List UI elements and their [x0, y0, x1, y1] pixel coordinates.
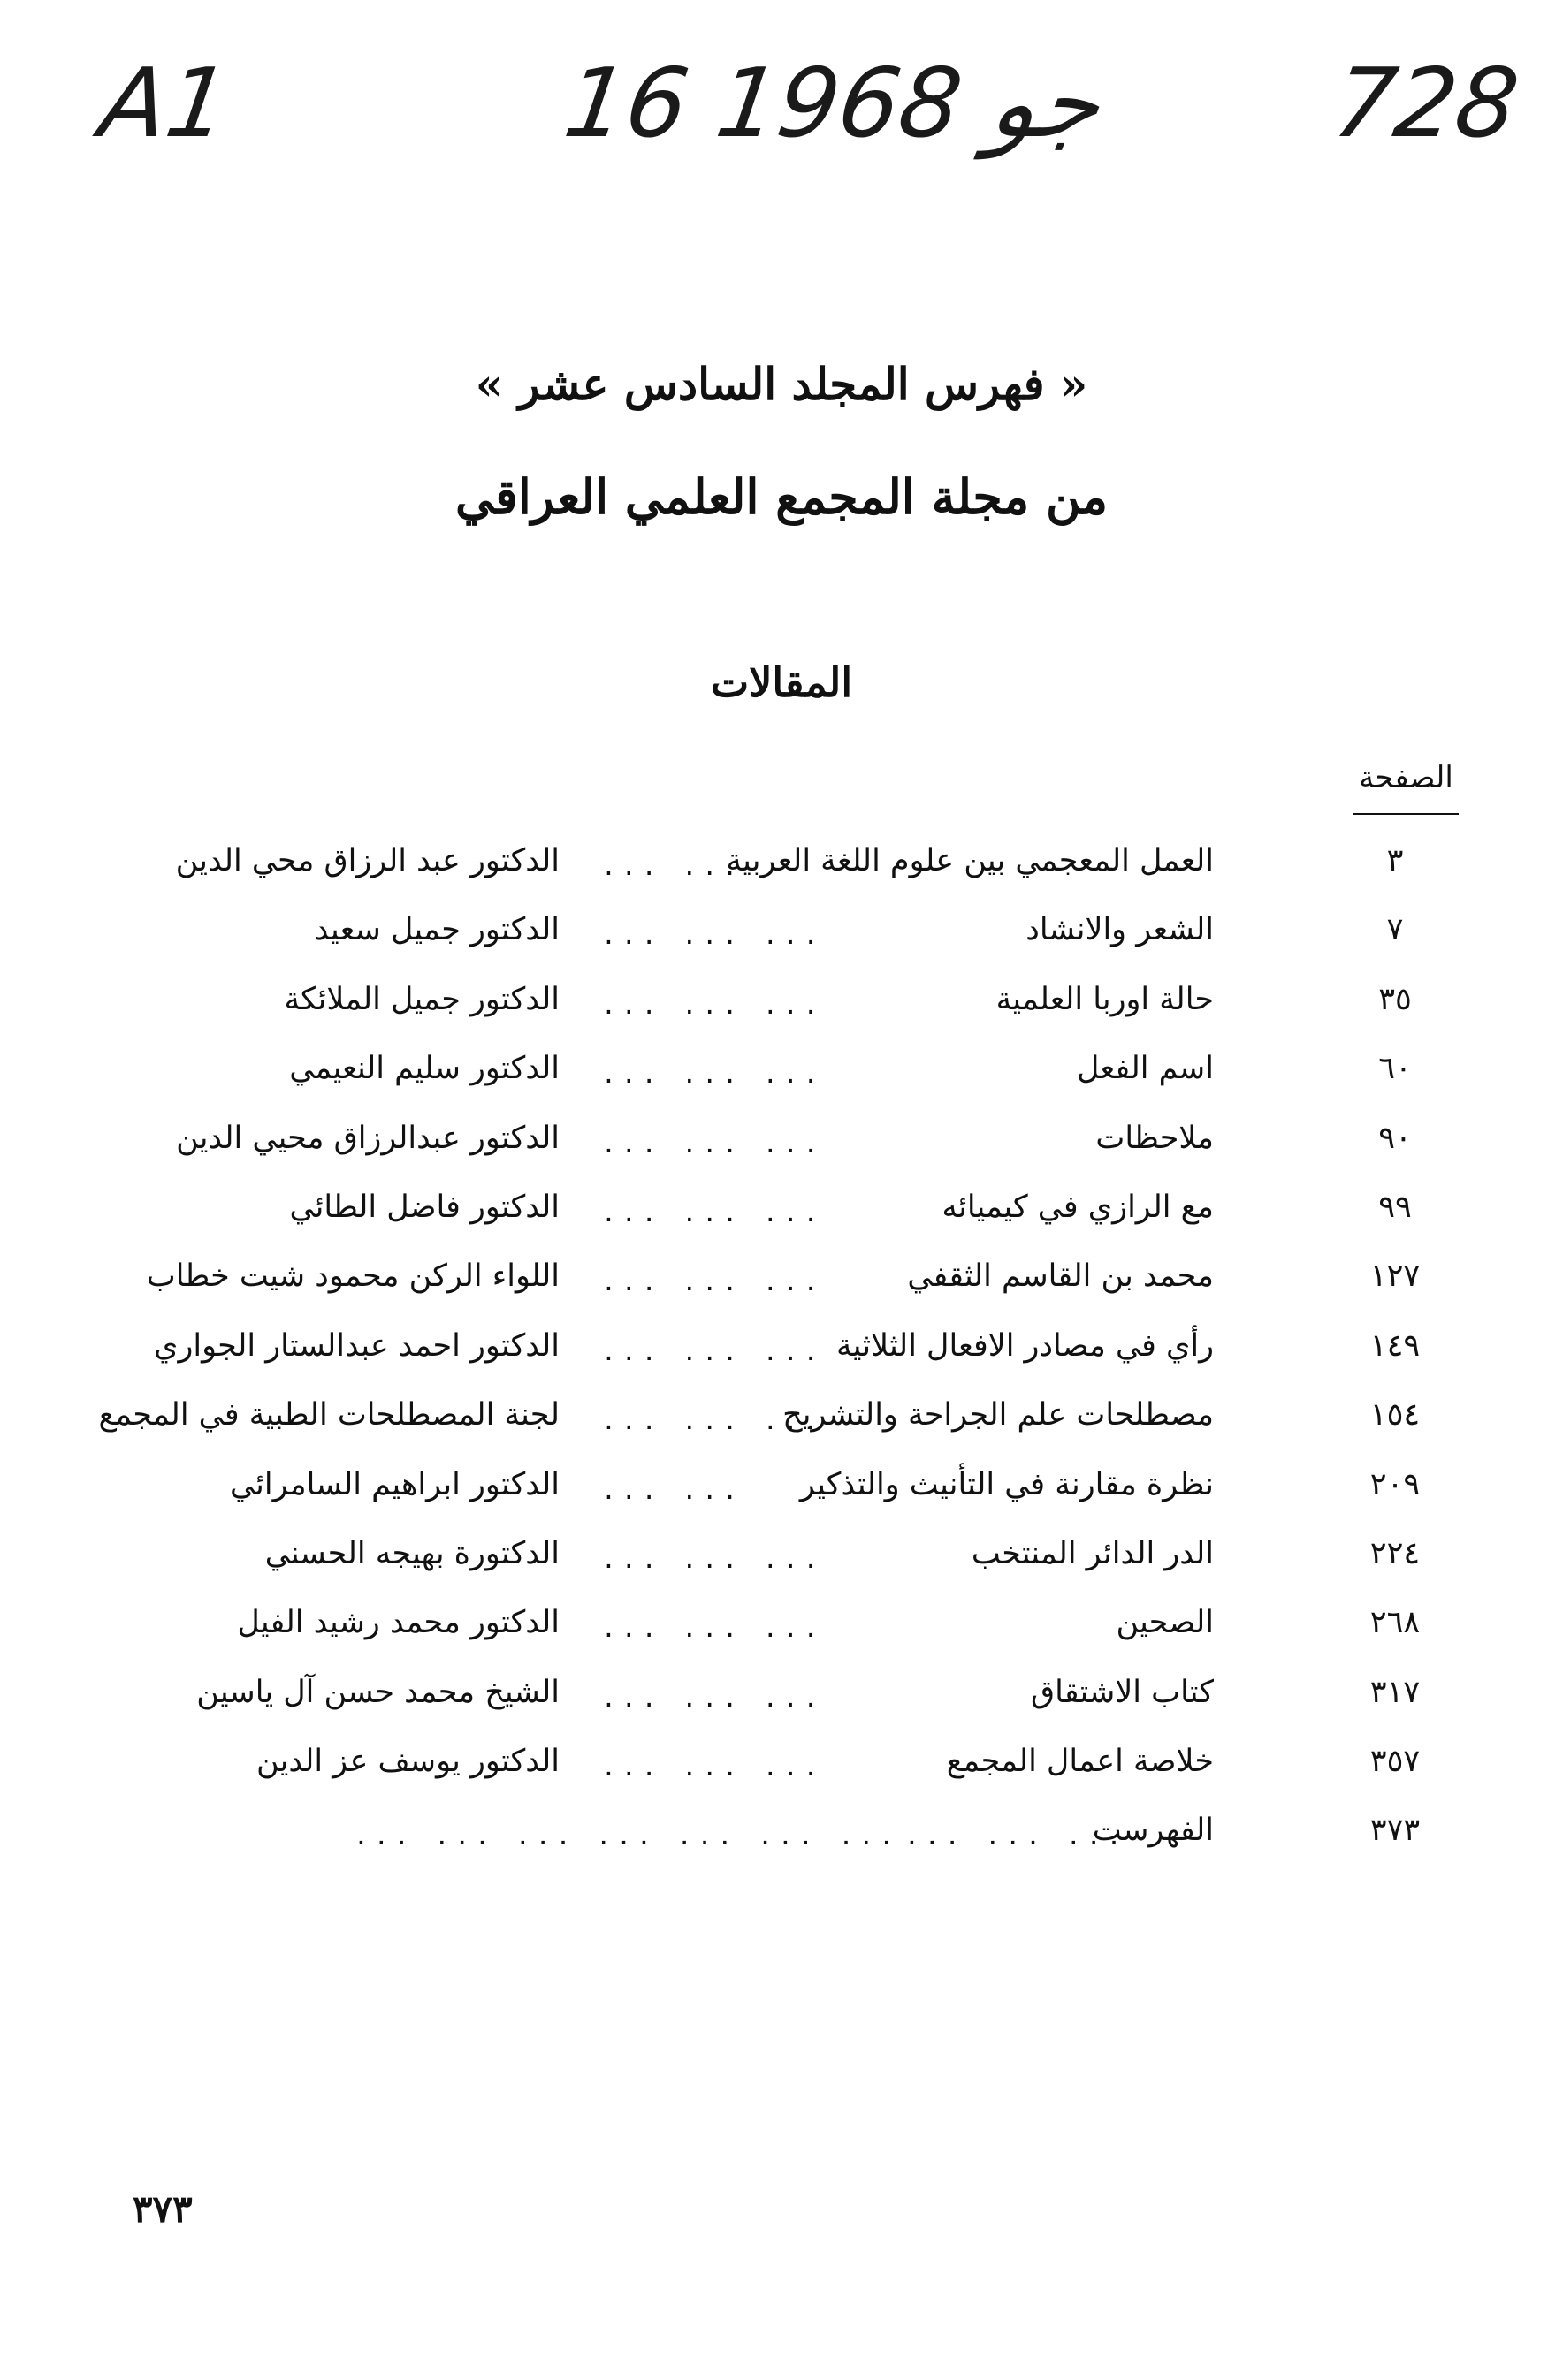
- toc-page-number: ٣٥٧: [1369, 1744, 1421, 1780]
- toc-page-number: ٣٥: [1378, 981, 1412, 1017]
- toc-article-title: الفهرست: [1092, 1813, 1214, 1849]
- toc-dot-leader: ... ... ...: [904, 1821, 1127, 1852]
- toc-dot-leader: ... ... ...: [601, 1129, 824, 1159]
- toc-author: الدكتور جميل الملائكة: [284, 981, 560, 1017]
- toc-row: [0, 1255, 1563, 1324]
- page-number: ٣٧٣: [133, 2187, 193, 2231]
- toc-dot-leader: ... ... ...: [601, 990, 824, 1020]
- handwritten-number: 728: [1327, 49, 1525, 159]
- toc-row: [0, 909, 1563, 977]
- toc-page-number: ٧: [1386, 912, 1404, 948]
- toc-article-title: كتاب الاشتقاق: [1030, 1674, 1214, 1710]
- toc-article-title: الصحين: [1116, 1605, 1214, 1641]
- toc-author: الدكتور عبدالرزاق محيي الدين: [176, 1120, 560, 1156]
- toc-dot-leader: ... ...: [601, 852, 743, 881]
- toc-dot-leader: ... ... ...: [601, 1060, 824, 1090]
- toc-row: [0, 1740, 1563, 1809]
- toc-dot-leader: ... ... ...: [601, 1683, 824, 1713]
- toc-page-number: ٦٠: [1378, 1051, 1412, 1087]
- toc-dot-leader: ... ... ...: [601, 1406, 824, 1436]
- toc-row: [0, 1464, 1563, 1532]
- toc-row: [0, 1117, 1563, 1186]
- toc-author: الدكتور يوسف عز الدين: [255, 1744, 560, 1780]
- toc-row: [0, 1671, 1563, 1740]
- toc-author: الدكتور احمد عبدالستار الجواري: [154, 1327, 560, 1364]
- toc-article-title: اسم الفعل: [1077, 1051, 1214, 1087]
- toc-page-number: ١٤٩: [1369, 1327, 1421, 1364]
- section-heading: المقالات: [710, 658, 853, 706]
- toc-page-number: ٣١٧: [1369, 1674, 1421, 1710]
- header-underline: [1353, 813, 1459, 815]
- toc-page-number: ٩٩: [1378, 1189, 1412, 1225]
- toc-dot-leader: ... ... ...: [601, 1267, 824, 1297]
- toc-dot-leader: ... ... ...: [601, 921, 824, 951]
- toc-author: الدكتور محمد رشيد الفيل: [237, 1605, 560, 1641]
- toc-article-title: رأي في مصادر الافعال الثلاثية: [836, 1327, 1214, 1364]
- toc-author: الدكتور فاضل الطائي: [289, 1189, 560, 1225]
- toc-row: [0, 1532, 1563, 1601]
- toc-author: الدكتورة بهيجه الحسني: [264, 1535, 560, 1571]
- toc-author: الدكتور جميل سعيد: [314, 912, 560, 948]
- toc-author: الدكتور سليم النعيمي: [289, 1051, 560, 1087]
- toc-article-title: الشعر والانشاد: [1025, 912, 1214, 948]
- toc-row: [0, 1047, 1563, 1116]
- toc-row: [0, 1186, 1563, 1255]
- toc-page-number: ٩٠: [1378, 1120, 1412, 1156]
- toc-row: [0, 1325, 1563, 1394]
- table-of-contents: [0, 840, 1563, 1879]
- handwritten-date: 16 جو 1968: [558, 49, 1108, 159]
- toc-dot-leader: ... ...: [601, 1475, 743, 1505]
- toc-row: [0, 978, 1563, 1047]
- page-column-header: الصفحة: [1359, 760, 1453, 795]
- toc-page-number: ٢٢٤: [1369, 1535, 1421, 1571]
- toc-dot-leader: ... ... ...: [601, 1753, 824, 1783]
- toc-article-title: مصطلحات علم الجراحة والتشريح: [782, 1397, 1214, 1433]
- toc-dot-leader: ... ... ...: [601, 1544, 824, 1574]
- toc-row-index: [0, 1809, 1563, 1878]
- toc-author: الشيخ محمد حسن آل ياسين: [196, 1674, 560, 1710]
- toc-dot-leader-tail: ... ... ... ... ... ... ...: [354, 1821, 900, 1852]
- toc-page-number: ٢٠٩: [1369, 1466, 1421, 1502]
- toc-article-title: حالة اوربا العلمية: [995, 981, 1214, 1017]
- toc-author: لجنة المصطلحات الطبية في المجمع: [98, 1397, 560, 1433]
- toc-page-number: ٣: [1386, 843, 1404, 878]
- toc-page-number: ١٥٤: [1369, 1397, 1421, 1433]
- toc-dot-leader: ... ... ...: [601, 1614, 824, 1644]
- toc-article-title: العمل المعجمي بين علوم اللغة العربية: [726, 843, 1214, 878]
- toc-row: [0, 1601, 1563, 1670]
- index-title: « فهرس المجلد السادس عشر »: [475, 358, 1088, 410]
- toc-dot-leader: ... ... ...: [601, 1198, 824, 1228]
- toc-article-title: خلاصة اعمال المجمع: [946, 1744, 1214, 1780]
- toc-author: الدكتور ابراهيم السامرائي: [229, 1466, 560, 1502]
- toc-row: [0, 1394, 1563, 1463]
- toc-author: اللواء الركن محمود شيت خطاب: [146, 1258, 560, 1295]
- toc-article-title: الدر الدائر المنتخب: [971, 1535, 1214, 1571]
- toc-article-title: مع الرازي في كيميائه: [942, 1189, 1214, 1225]
- toc-page-number: ٢٦٨: [1369, 1605, 1421, 1641]
- toc-row: [0, 840, 1563, 909]
- journal-subtitle: من مجلة المجمع العلمي العراقي: [454, 468, 1109, 525]
- handwritten-note-left: A1: [94, 49, 236, 159]
- toc-page-number: ١٢٧: [1369, 1258, 1421, 1295]
- toc-page-number: ٣٧٣: [1369, 1813, 1421, 1849]
- toc-article-title: نظرة مقارنة في التأنيث والتذكير: [799, 1466, 1214, 1502]
- toc-article-title: ملاحظات: [1095, 1120, 1214, 1156]
- toc-article-title: محمد بن القاسم الثقفي: [907, 1258, 1214, 1295]
- toc-author: الدكتور عبد الرزاق محي الدين: [175, 843, 560, 878]
- toc-dot-leader: ... ... ...: [601, 1336, 824, 1366]
